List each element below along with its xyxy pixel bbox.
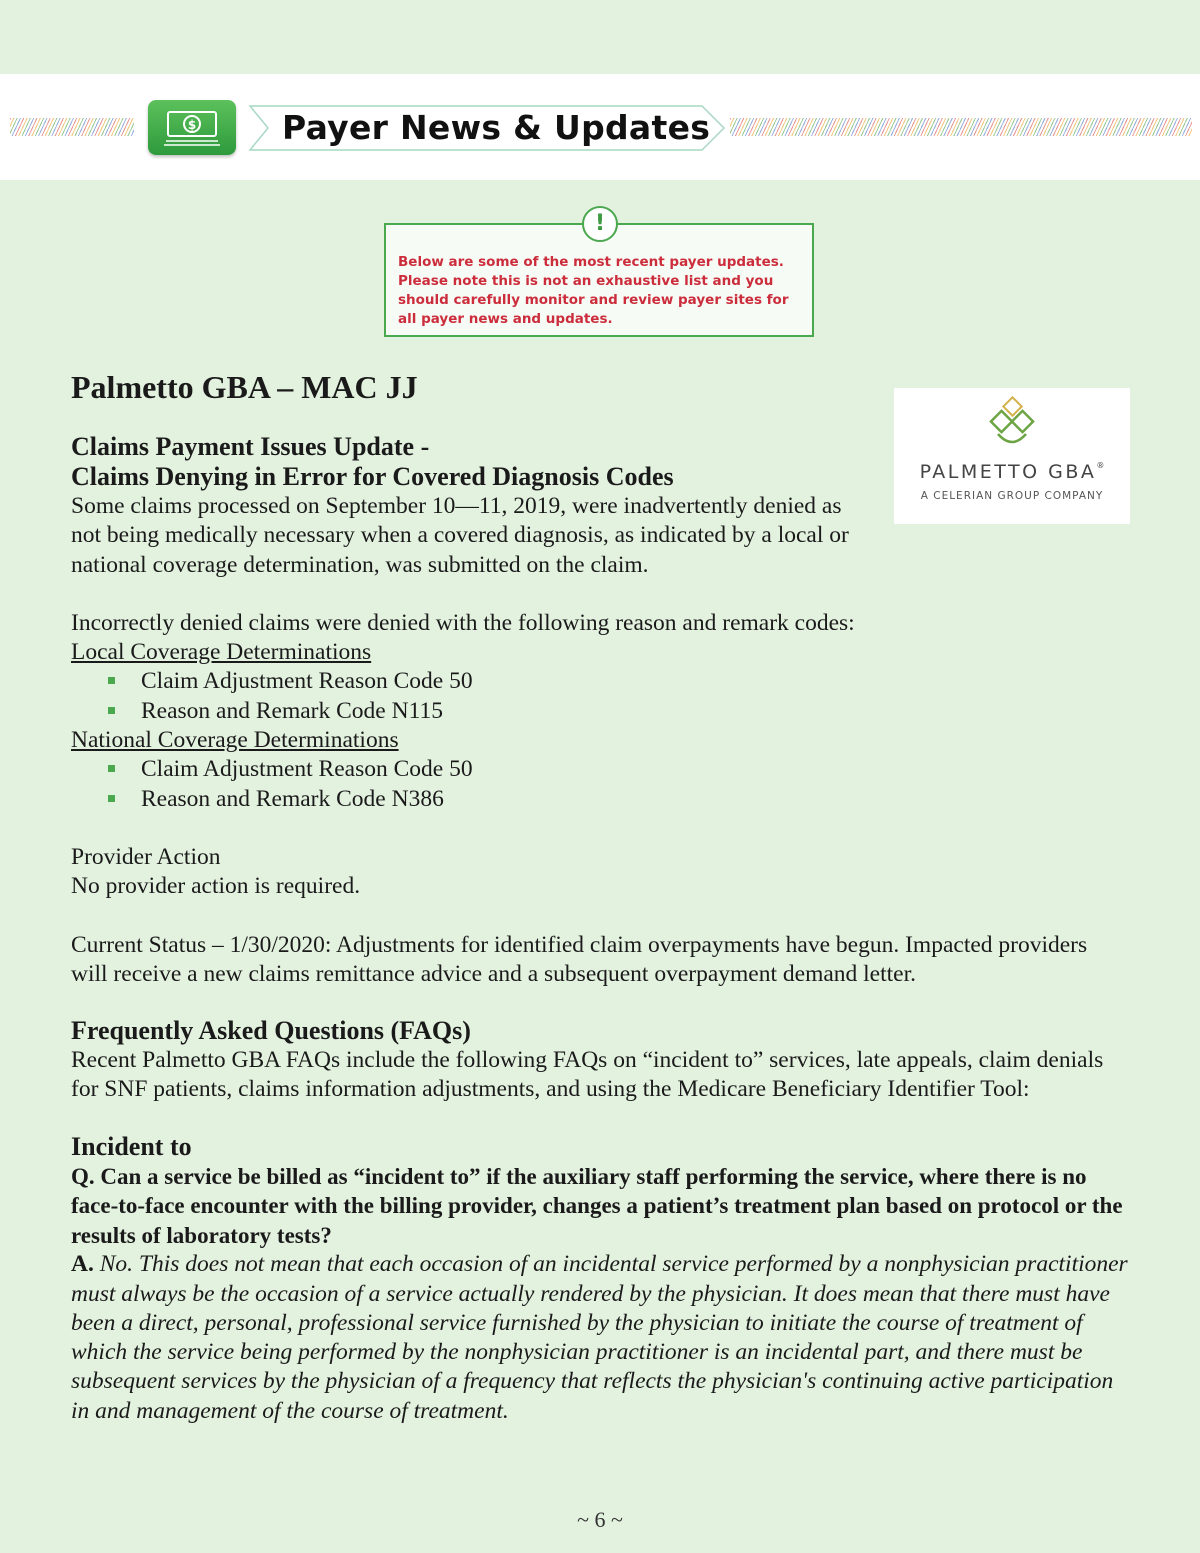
answer-text: No. This does not mean that each occasion of an incidental service performed by a nonphysician practitioner must always be the occasion of a service actually rendered by the physician. It does mean that there must have been a direct, personal, professional service furnished by the physician to initiate the course of treatment of which the service being performed by the nonphysician practitioner is an incidental part, and there must be subsequent services by the physician of a frequency that reflects the physician's continuing active participation in and management of the course of treatment. [71, 1251, 1128, 1424]
logo-tagline: A CELERIAN GROUP COMPANY [920, 490, 1104, 502]
exclamation-icon: ! [582, 206, 618, 242]
main-content [71, 368, 1129, 1426]
decorative-hatch-left [10, 118, 134, 136]
faqs-title: Frequently Asked Questions (FAQs) [71, 1016, 471, 1046]
bullet-icon [108, 707, 115, 714]
provider-action-label: Provider Action [71, 843, 221, 870]
banner-title: Payer News & Updates [282, 108, 711, 147]
codes-intro: Incorrectly denied claims were denied with the following reason and remark codes: [71, 609, 855, 636]
faq-answer [71, 1250, 1129, 1426]
ncd-heading: National Coverage Determinations [71, 727, 399, 754]
section-title: Palmetto GBA – MAC JJ [71, 369, 418, 405]
ncd-code-list [71, 755, 1129, 814]
answer-label: A. [71, 1251, 94, 1278]
money-icon [148, 100, 236, 155]
lcd-heading: Local Coverage Determinations [71, 639, 372, 666]
bullet-icon [108, 677, 115, 684]
lcd-code-list [71, 667, 1129, 726]
bullet-icon [108, 795, 115, 802]
logo-name: PALMETTO GBA® [919, 461, 1105, 483]
update-title-line1: Claims Payment Issues Update - [71, 432, 430, 461]
page-number: ~ 6 ~ [577, 1507, 623, 1532]
notice-box [384, 211, 814, 337]
list-item: Claim Adjustment Reason Code 50 [71, 755, 1129, 784]
bullet-icon [108, 765, 115, 772]
notice-text: Below are some of the most recent payer updates. Please note this is not an exhaustive list and you should carefully monitor and review payer sites for all payer news and updates. [398, 254, 789, 327]
list-item: Claim Adjustment Reason Code 50 [71, 667, 1129, 696]
provider-action-text: No provider action is required. [71, 873, 361, 900]
update-body: Some claims processed on September 10—11, 2019, were inadvertently denied as not being medically necessary when a covered diagnosis, as indicated by a local or national coverage determination, was submitted on the claim. [71, 493, 849, 578]
header-banner [0, 74, 1200, 180]
incident-to-title: Incident to [71, 1131, 192, 1161]
faqs-intro: Recent Palmetto GBA FAQs include the following FAQs on “incident to” services, late appeals, claim denials for SNF patients, claims information adjustments, and using the Medicare Beneficiary Identifier Tool: [71, 1047, 1104, 1103]
faq-question: Q. Can a service be billed as “incident to” if the auxiliary staff performing the service, where there is no face-to-face encounter with the billing provider, changes a patient’s treatment plan based on protocol or the results of laboratory tests? [71, 1163, 1123, 1248]
list-item: Reason and Remark Code N386 [71, 785, 1129, 814]
decorative-hatch-right [730, 118, 1192, 136]
svg-text:$: $ [187, 118, 197, 132]
current-status: Current Status – 1/30/2020: Adjustments for identified claim overpayments have begun. Impacted providers will receive a new claims remittance advice and a subsequent overpayment demand letter. [71, 931, 1088, 987]
list-item: Reason and Remark Code N115 [71, 697, 1129, 726]
update-title-line2: Claims Denying in Error for Covered Diagnosis Codes [71, 462, 674, 491]
